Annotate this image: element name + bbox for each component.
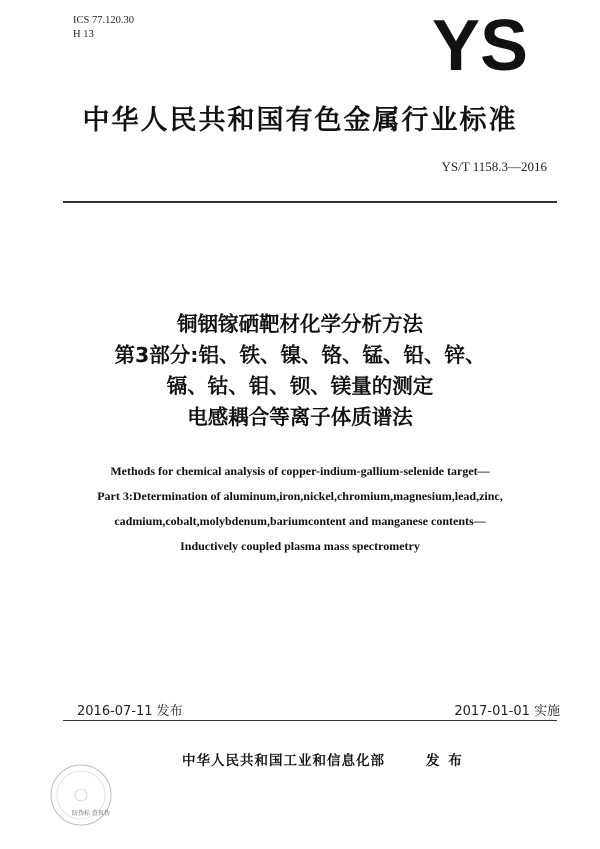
english-title-line: Inductively coupled plasma mass spectrometry [180,539,420,553]
bottom-divider [63,720,557,721]
chinese-title-line: 电感耦合等离子体质谱法 [187,405,413,429]
english-title [0,459,600,559]
classification-codes [73,14,134,42]
chinese-title-line: 第3部分:铝、铁、镍、铬、锰、铅、锌、 [114,343,486,367]
ys-logo [418,14,542,74]
implement-date: 2017-01-01 实施 [454,704,560,719]
english-title-line: Methods for chemical analysis of copper-indium-gallium-selenide target— [110,464,490,478]
logo-text: YS [431,14,529,74]
chinese-title-line: 镉、钴、钼、钡、镁量的测定 [166,374,434,398]
issue-label: 发 布 [426,753,464,769]
english-title-line: cadmium,cobalt,molybdenum,bariumcontent and manganese contents— [114,514,486,528]
chinese-title [0,309,600,433]
english-title-line: Part 3:Determination of aluminum,iron,nickel,chromium,magnesium,lead,zinc, [97,489,503,503]
ics-code: ICS 77.120.30 [73,15,134,26]
anti-counterfeit-stamp [46,760,116,830]
ccs-code: H 13 [73,29,94,40]
issuing-authority: 中华人民共和国工业和信息化部 [182,753,385,769]
publish-date: 2016-07-11 发布 [77,704,183,719]
standard-type-title: 中华人民共和国有色金属行业标准 [82,105,518,136]
chinese-title-line: 铜铟镓硒靶材化学分析方法 [177,312,423,336]
standard-number: YS/T 1158.3—2016 [441,159,547,174]
top-divider [63,201,557,203]
stamp-label: 防伪标 查真伪 [72,810,110,817]
